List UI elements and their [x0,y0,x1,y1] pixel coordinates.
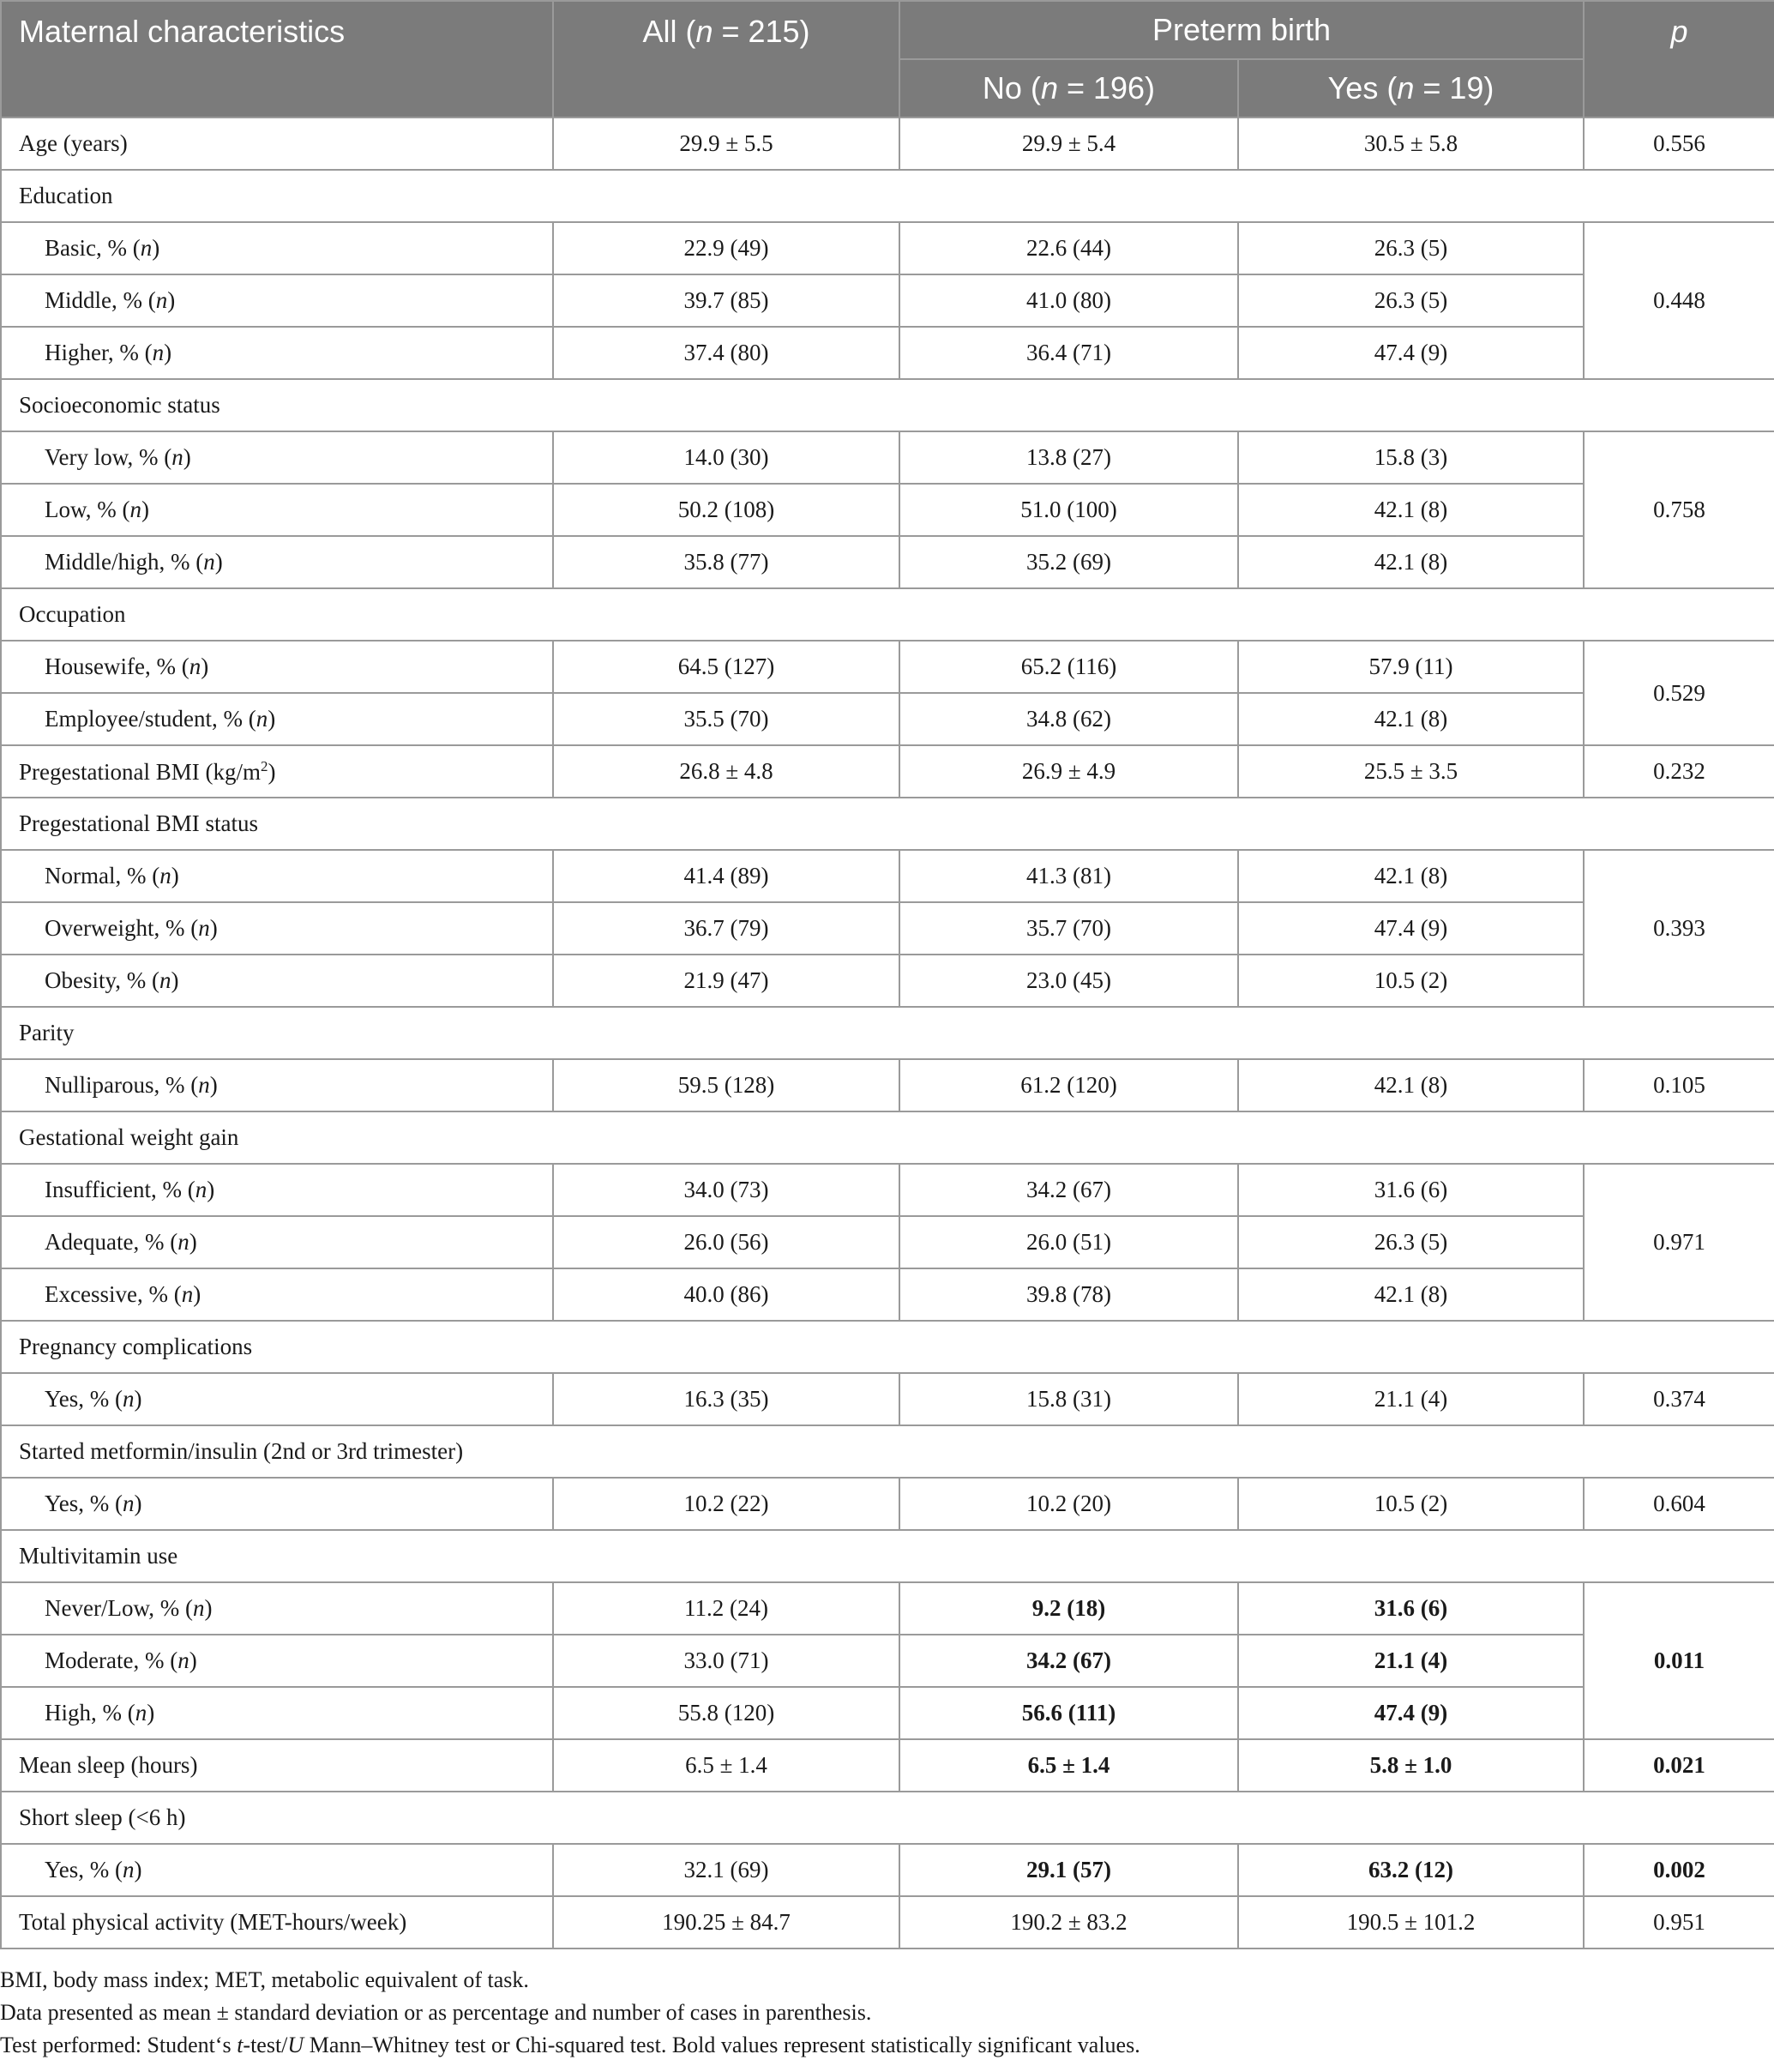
section-label: Started metformin/insulin (2nd or 3rd trimester) [1,1425,1774,1478]
footnote-tests: Test performed: Student‘s t-test/U Mann–Whitney test or Chi-squared test. Bold values represent statistically significant values. [0,2033,1140,2057]
cell-yes: 63.2 (12) [1238,1844,1584,1896]
row-label: Basic, % (n) [1,222,553,274]
cell-p: 0.232 [1584,745,1774,798]
cell-all: 14.0 (30) [553,431,899,484]
cell-p: 0.529 [1584,641,1774,745]
cell-yes: 21.1 (4) [1238,1373,1584,1425]
cell-yes: 10.5 (2) [1238,1478,1584,1530]
row-label: Very low, % (n) [1,431,553,484]
section-label: Socioeconomic status [1,379,1774,431]
cell-all: 55.8 (120) [553,1687,899,1739]
cell-yes: 190.5 ± 101.2 [1238,1896,1584,1949]
table-row [1,484,1774,536]
cell-yes: 31.6 (6) [1238,1582,1584,1635]
section-row [1,1007,1774,1059]
cell-all: 29.9 ± 5.5 [553,117,899,170]
cell-all: 59.5 (128) [553,1059,899,1111]
cell-p: 0.374 [1584,1373,1774,1425]
table-row [1,1164,1774,1216]
cell-no: 65.2 (116) [899,641,1238,693]
table-row [1,1478,1774,1530]
cell-no: 36.4 (71) [899,327,1238,379]
table-row [1,1635,1774,1687]
row-label: Yes, % (n) [1,1373,553,1425]
section-row [1,1321,1774,1373]
table-row [1,1844,1774,1896]
cell-no: 41.0 (80) [899,274,1238,327]
header-characteristics: Maternal characteristics [1,1,553,117]
cell-yes: 26.3 (5) [1238,1216,1584,1268]
cell-all: 33.0 (71) [553,1635,899,1687]
row-label: Pregestational BMI $(kg/m^2)$ [1,745,553,798]
section-row [1,1530,1774,1582]
cell-no: 34.2 (67) [899,1164,1238,1216]
cell-no: 51.0 (100) [899,484,1238,536]
section-row [1,1425,1774,1478]
section-label: Gestational weight gain [1,1111,1774,1164]
section-label: Pregnancy complications [1,1321,1774,1373]
cell-yes: 30.5 ± 5.8 [1238,117,1584,170]
cell-no: 10.2 (20) [899,1478,1238,1530]
row-label: Normal, % (n) [1,850,553,902]
cell-all: 35.8 (77) [553,536,899,588]
footnote-data-presentation: Data presented as mean ± standard deviation or as percentage and number of cases in parenthesis. [0,2000,872,2025]
cell-yes: 26.3 (5) [1238,274,1584,327]
cell-no: 29.9 ± 5.4 [899,117,1238,170]
table-row [1,1687,1774,1739]
table-row [1,902,1774,955]
cell-no: 190.2 ± 83.2 [899,1896,1238,1949]
cell-no: 61.2 (120) [899,1059,1238,1111]
cell-yes: 42.1 (8) [1238,850,1584,902]
table-row [1,327,1774,379]
section-label: Short sleep (<6 h) [1,1792,1774,1844]
cell-no: 41.3 (81) [899,850,1238,902]
cell-no: 35.2 (69) [899,536,1238,588]
cell-all: 32.1 (69) [553,1844,899,1896]
section-label: Pregestational BMI status [1,798,1774,850]
table-row [1,1582,1774,1635]
cell-all: 21.9 (47) [553,955,899,1007]
cell-p: 0.971 [1584,1164,1774,1321]
section-label: Multivitamin use [1,1530,1774,1582]
row-label: Mean sleep (hours) [1,1739,553,1792]
cell-no: 9.2 (18) [899,1582,1238,1635]
row-label: Overweight, % (n) [1,902,553,955]
table-row [1,274,1774,327]
section-row [1,798,1774,850]
section-row [1,379,1774,431]
cell-yes: 47.4 (9) [1238,327,1584,379]
section-row [1,1792,1774,1844]
cell-all: 37.4 (80) [553,327,899,379]
row-label: Housewife, % (n) [1,641,553,693]
table-row [1,693,1774,745]
table-row [1,117,1774,170]
cell-no: 34.8 (62) [899,693,1238,745]
cell-yes: 10.5 (2) [1238,955,1584,1007]
cell-all: 10.2 (22) [553,1478,899,1530]
row-label: Moderate, % (n) [1,1635,553,1687]
table-row [1,1373,1774,1425]
row-label: Middle/high, % (n) [1,536,553,588]
cell-all: 22.9 (49) [553,222,899,274]
row-label: Middle, % (n) [1,274,553,327]
section-row [1,588,1774,641]
cell-p: 0.448 [1584,222,1774,379]
table-row [1,745,1774,798]
cell-all: 64.5 (127) [553,641,899,693]
section-label: Occupation [1,588,1774,641]
table-row [1,1896,1774,1949]
row-label: Age (years) [1,117,553,170]
cell-all: 26.0 (56) [553,1216,899,1268]
cell-all: 190.25 ± 84.7 [553,1896,899,1949]
cell-p: 0.758 [1584,431,1774,588]
cell-all: 41.4 (89) [553,850,899,902]
header-yes: Yes (n = 19) [1238,59,1584,117]
cell-yes: 42.1 (8) [1238,693,1584,745]
cell-all: 36.7 (79) [553,902,899,955]
row-label: Employee/student, % (n) [1,693,553,745]
header-all: All (n = 215) [553,1,899,117]
cell-yes: 15.8 (3) [1238,431,1584,484]
cell-no: 23.0 (45) [899,955,1238,1007]
cell-no: 26.9 ± 4.9 [899,745,1238,798]
row-label: Obesity, % (n) [1,955,553,1007]
row-label: Nulliparous, % (n) [1,1059,553,1111]
cell-no: 15.8 (31) [899,1373,1238,1425]
section-row [1,170,1774,222]
table-row [1,222,1774,274]
cell-yes: 25.5 ± 3.5 [1238,745,1584,798]
table-row [1,1268,1774,1321]
cell-p: 0.556 [1584,117,1774,170]
cell-all: 40.0 (86) [553,1268,899,1321]
cell-p: 0.011 [1584,1582,1774,1739]
cell-yes: 26.3 (5) [1238,222,1584,274]
cell-all: 26.8 ± 4.8 [553,745,899,798]
cell-yes: 42.1 (8) [1238,1059,1584,1111]
section-row [1,1111,1774,1164]
footnote-abbreviations: BMI, body mass index; MET, metabolic equivalent of task. [0,1967,529,1992]
table-row [1,641,1774,693]
cell-no: 29.1 (57) [899,1844,1238,1896]
cell-yes: 47.4 (9) [1238,902,1584,955]
table-row [1,536,1774,588]
table-row [1,1059,1774,1111]
cell-no: 56.6 (111) [899,1687,1238,1739]
table-row [1,1739,1774,1792]
cell-no: 13.8 (27) [899,431,1238,484]
cell-all: 39.7 (85) [553,274,899,327]
row-label: Insufficient, % (n) [1,1164,553,1216]
cell-p: 0.604 [1584,1478,1774,1530]
header-preterm-birth: Preterm birth [899,1,1584,59]
cell-all: 34.0 (73) [553,1164,899,1216]
header-no: No (n = 196) [899,59,1238,117]
cell-yes: 42.1 (8) [1238,536,1584,588]
cell-p: 0.951 [1584,1896,1774,1949]
cell-no: 22.6 (44) [899,222,1238,274]
table-row [1,850,1774,902]
cell-no: 39.8 (78) [899,1268,1238,1321]
row-label: Higher, % (n) [1,327,553,379]
table-footnotes [0,1964,1774,2062]
cell-all: 16.3 (35) [553,1373,899,1425]
table-row [1,1216,1774,1268]
row-label: High, % (n) [1,1687,553,1739]
row-label: Yes, % (n) [1,1844,553,1896]
cell-yes: 5.8 ± 1.0 [1238,1739,1584,1792]
row-label: Adequate, % (n) [1,1216,553,1268]
row-label: Yes, % (n) [1,1478,553,1530]
section-label: Education [1,170,1774,222]
cell-p: 0.393 [1584,850,1774,1007]
row-label: Excessive, % (n) [1,1268,553,1321]
cell-yes: 57.9 (11) [1238,641,1584,693]
cell-p: 0.002 [1584,1844,1774,1896]
table-row [1,431,1774,484]
cell-yes: 42.1 (8) [1238,1268,1584,1321]
cell-p: 0.105 [1584,1059,1774,1111]
cell-no: 34.2 (67) [899,1635,1238,1687]
row-label: Never/Low, % (n) [1,1582,553,1635]
cell-yes: 21.1 (4) [1238,1635,1584,1687]
row-label: Total physical activity (MET-hours/week) [1,1896,553,1949]
cell-p: 0.021 [1584,1739,1774,1792]
cell-yes: 42.1 (8) [1238,484,1584,536]
cell-all: 35.5 (70) [553,693,899,745]
section-label: Parity [1,1007,1774,1059]
cell-all: 50.2 (108) [553,484,899,536]
cell-all: 6.5 ± 1.4 [553,1739,899,1792]
header-p: p [1584,1,1774,117]
table-row [1,955,1774,1007]
cell-all: 11.2 (24) [553,1582,899,1635]
cell-no: 35.7 (70) [899,902,1238,955]
cell-yes: 47.4 (9) [1238,1687,1584,1739]
row-label: Low, % (n) [1,484,553,536]
cell-no: 26.0 (51) [899,1216,1238,1268]
cell-yes: 31.6 (6) [1238,1164,1584,1216]
cell-no: 6.5 ± 1.4 [899,1739,1238,1792]
